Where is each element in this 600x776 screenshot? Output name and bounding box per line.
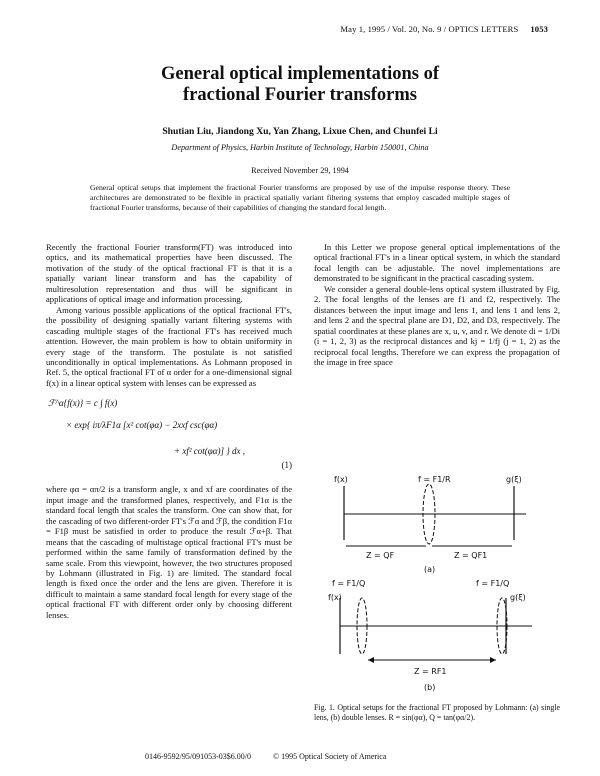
author-list: Shutian Liu, Jiandong Xu, Yan Zhang, Lixue Chen, and Chunfei Li: [162, 126, 438, 137]
paper-title: [0, 64, 600, 106]
paragraph-system: We consider a general double-lens optical system illustrated by Fig. 2. The focal lengths of the lenses are f1 and f2, respectively. The distances between the input image and lens 1, and lens 1 and lens 2, and lens 2 and the spectral plane are D1, D2, and D3, respectively. The spatial coordinates at these planes are x, u, v, and r. We denote di = 1/Di (i = 1, 2, 3) as the reciprocal distances and kj = 1/fj (j = 1, 2) as the reciprocal focal lengths. Therefore we can express the propagation of the image in free space: [314, 283, 560, 367]
figure-1: [326, 474, 546, 694]
paragraph-intro: Recently the fractional Fourier transform(FT) was introduced into optics, and its mathematical properties have been discussed. The motivation of the study of the optical fractional FT is that it is a spatially variant linear transform and has the capability of multiresolution representation and thus will be significant in applications of optical image and information processing.: [46, 242, 292, 305]
equation-1: [46, 392, 292, 478]
title-line-1: General optical implementations of: [161, 64, 439, 84]
equation-line-3: + xf² cot(φα)] } dx ,: [174, 446, 246, 457]
running-header: [340, 24, 548, 34]
received-date: Received November 29, 1994: [251, 166, 349, 175]
label-lens-b-1: f = F1/Q: [332, 579, 366, 588]
article-code: 0146-9592/95/091053-03$6.00/0: [145, 752, 251, 761]
label-input-a: f(x): [334, 475, 348, 484]
figure-caption: Fig. 1. Optical setups for the fractional FT proposed by Lohmann: (a) single lens, (b) double lenses. R = sin(φα), Q = tan(φα/2).: [314, 703, 560, 722]
equation-number: (1): [281, 460, 292, 471]
label-output-a: g(ξ): [506, 475, 522, 484]
page-footer: [145, 752, 465, 761]
title-line-2: fractional Fourier transforms: [183, 85, 417, 105]
label-lens-a: f = F1/R: [418, 475, 451, 484]
label-panel-b: (b): [424, 683, 436, 692]
abstract: General optical setups that implement the fractional Fourier transforms are proposed by use of the impulse response theory. These architectures are demonstrated to be flexible in practical spatially variant filtering systems that employ cascaded multiple stages of fractional Fourier transforms, because of their capabilities of changing the standard focal length.: [90, 183, 510, 212]
label-input-b: f(x): [328, 593, 342, 602]
paragraph-analysis: where φα = απ/2 is a transform angle, x and xf are coordinates of the input image and the transformed planes, respectively, and F1α is the standard focal length that scales the transform. One can show that, for the cascading of two different-order FT's ℱα and ℱβ, the condition F1α = F1β must be satisfied in order to produce the result ℱα+β. That means that the cascading of multistage optical fractional FT's must be performed within the same family of transformation defined by the same scale. From this viewpoint, however, the two structures proposed by Lohmann (illustrated in Fig. 1) are limited. The standard focal length is fixed once the order and the lens are given. Therefore it is difficult to maintain a same standard focal length for every stage of the optical fractional FT with different order only by choosing different lenses.: [46, 484, 292, 620]
equation-line-1: ℱ^α{f(x)} = c ∫ f(x): [48, 398, 118, 409]
paragraph-applications: Among various possible applications of the optical fractional FT's, the possibility of designing spatially variant filtering systems with cascading multiple stages of the fractional FT's has received much attention. However, the main problem is how to obtain uniformity in every stage of the transform. The postulate is not satisfied unconditionally in optical implementations. As Lohmann proposed in Ref. 5, the optical fractional FT of α order for a one-dimensional signal f(x) in a linear optical system with lenses can be expressed as: [46, 304, 292, 388]
label-distance-right-a: Z = QF1: [454, 551, 488, 560]
label-distance-b: Z = RF1: [414, 667, 447, 676]
column-left: [46, 242, 292, 620]
affiliation: Department of Physics, Harbin Institute of Technology, Harbin 150001, China: [171, 143, 429, 152]
label-panel-a: (a): [424, 565, 436, 574]
journal-info: May 1, 1995 / Vol. 20, No. 9 / OPTICS LETTERS: [340, 24, 519, 34]
label-lens-b-2: f = F1/Q: [476, 579, 510, 588]
label-distance-left-a: Z = QF: [366, 551, 395, 560]
label-output-b: g(ξ): [510, 593, 526, 602]
copyright: © 1995 Optical Society of America: [273, 752, 387, 761]
column-right: [314, 242, 560, 367]
equation-line-2: × exp{ iπ/λF1α [x² cot(φα) − 2xxf csc(φα): [66, 420, 218, 431]
figure-1-diagram: [326, 474, 546, 694]
page-number: 1053: [530, 24, 548, 34]
paragraph-proposal: In this Letter we propose general optical implementations of the optical fractional FT's in a linear optical system, in which the standard focal length can be adjustable. The novel implementations are demonstrated to be significant in the practical cascading system.: [314, 242, 560, 284]
